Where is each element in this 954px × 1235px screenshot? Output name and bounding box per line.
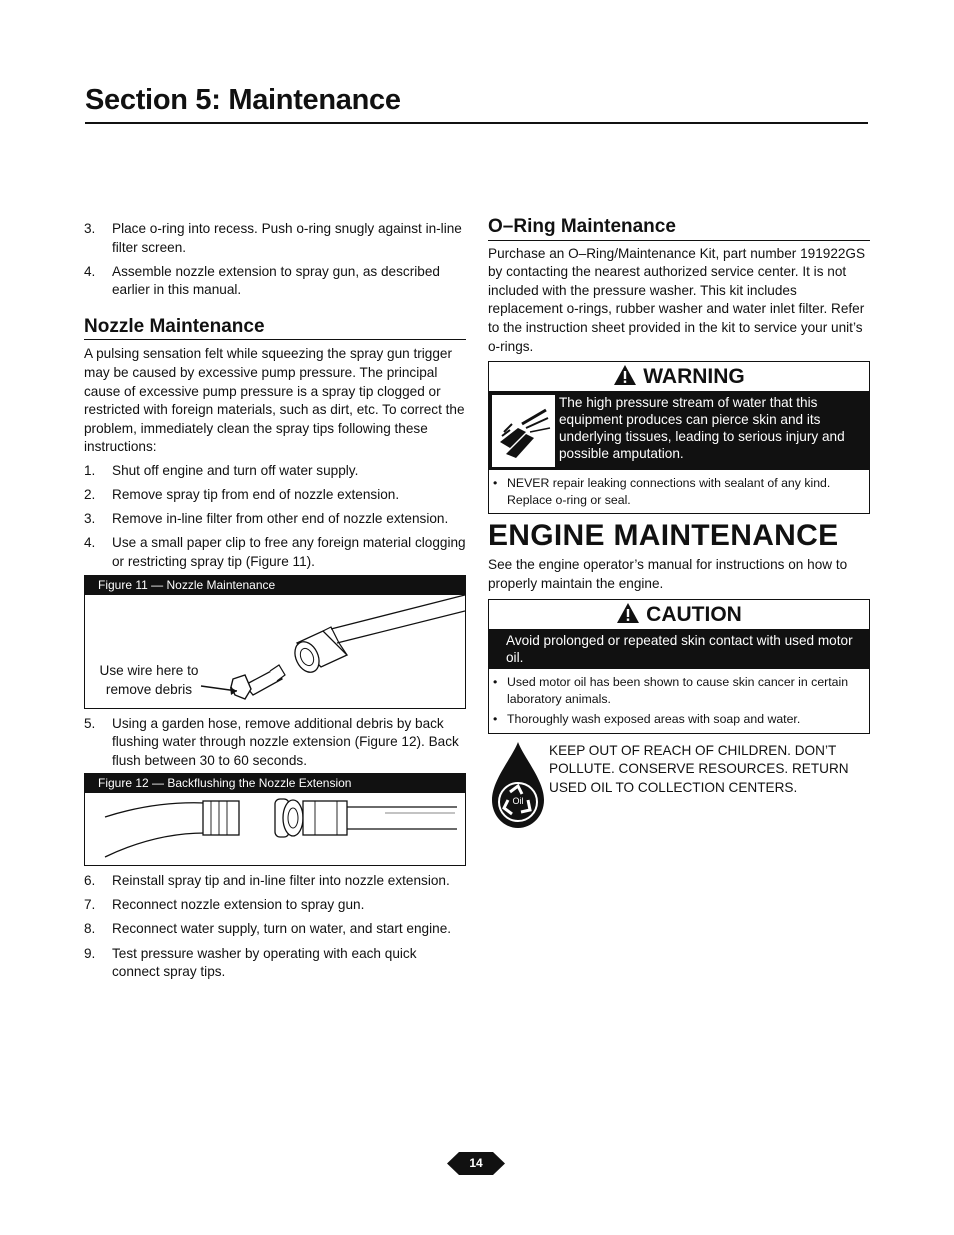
list-item <box>84 263 466 300</box>
oil-recycle-drop-icon <box>488 740 548 830</box>
bullet-dot: • <box>493 476 498 491</box>
step-number: 3. <box>84 221 96 236</box>
caution-header <box>489 600 869 630</box>
figure-11 <box>84 575 466 709</box>
header-rule <box>85 122 868 124</box>
engine-text: See the engine operator’s manual for instructions on how to properly maintain the engine. <box>488 557 848 591</box>
list-item <box>489 475 863 508</box>
high-pressure-injection-hazard-icon <box>492 395 555 467</box>
step-number: 2. <box>84 487 96 503</box>
bullet-text: Used motor oil has been shown to cause skin cancer in certain laboratory animals. <box>507 675 849 706</box>
engine-maintenance-heading: ENGINE MAINTENANCE <box>488 519 839 553</box>
step-text: Place o-ring into recess. Push o-ring snugly against in-line filter screen. <box>112 221 462 255</box>
list-item <box>489 711 863 728</box>
step-number: 5. <box>84 715 96 731</box>
alert-triangle-icon <box>613 364 637 386</box>
figure-11-label-line2: remove debris <box>105 681 193 697</box>
step-text: Remove in-line filter from other end of nozzle extension. <box>112 511 449 527</box>
step-number: 4. <box>84 535 96 551</box>
alert-triangle-icon <box>616 602 640 624</box>
warning-header <box>489 362 869 392</box>
step-text: Assemble nozzle extension to spray gun, as described earlier in this manual. <box>112 263 440 298</box>
list-item <box>84 872 466 891</box>
left-column <box>84 220 466 987</box>
warning-box <box>488 361 870 514</box>
caution-message: Avoid prolonged or repeated skin contact with used motor oil. <box>489 630 869 669</box>
caution-bullets <box>489 669 869 733</box>
o-ring-maintenance-heading: O–Ring Maintenance <box>488 218 870 241</box>
bullet-dot: • <box>493 712 498 727</box>
right-column <box>488 218 870 830</box>
step-number: 3. <box>84 511 96 527</box>
nozzle-step-5 <box>84 715 466 771</box>
step-text: Using a garden hose, remove additional debris by back flushing water through nozzle extension (Figure 12). Back flush between 30 to 60 seconds. <box>112 715 459 768</box>
steps-continued <box>84 220 466 300</box>
oil-notice-text: KEEP OUT OF REACH OF CHILDREN. DON’T POLLUTE. CONSERVE RESOURCES. RETURN USED OIL TO COLLECTION CENTERS. <box>549 742 849 796</box>
figure-11-label <box>91 661 207 699</box>
step-text: Use a small paper clip to free any foreign material clogging or restricting spray tip (Figure 11). <box>112 535 466 569</box>
step-number: 8. <box>84 921 96 937</box>
step-text: Reinstall spray tip and in-line filter into nozzle extension. <box>112 873 450 889</box>
list-item <box>84 486 466 505</box>
warning-message: The high pressure stream of water that this equipment produces can pierce skin and its underlying tissues, leading to serious injury and possible amputation. <box>559 395 845 462</box>
caution-label: CAUTION <box>646 603 742 627</box>
step-number: 4. <box>84 263 96 279</box>
figure-11-caption: Figure 11 — Nozzle Maintenance <box>85 576 465 595</box>
step-number: 1. <box>84 463 96 479</box>
list-item <box>84 896 466 915</box>
warning-message-row <box>489 392 869 470</box>
step-text: Shut off engine and turn off water supply. <box>112 463 359 479</box>
list-item <box>84 510 466 529</box>
caution-box <box>488 599 870 734</box>
list-item <box>84 220 466 257</box>
warning-bullets <box>489 470 869 513</box>
list-item <box>84 920 466 939</box>
nozzle-steps <box>84 462 466 571</box>
step-text: Reconnect water supply, turn on water, and start engine. <box>112 921 452 937</box>
nozzle-maintenance-heading: Nozzle Maintenance <box>84 318 466 341</box>
nozzle-steps-end <box>84 872 466 981</box>
figure-12-caption: Figure 12 — Backflushing the Nozzle Extension <box>85 774 465 793</box>
step-number: 9. <box>84 945 96 961</box>
page-number: 14 <box>469 1156 483 1170</box>
step-text: Reconnect nozzle extension to spray gun. <box>112 897 365 913</box>
warning-label: WARNING <box>643 365 745 389</box>
bullet-text: NEVER repair leaking connections with sealant of any kind. Replace o-ring or seal. <box>507 476 831 507</box>
oil-recycling-notice <box>488 740 870 830</box>
step-number: 7. <box>84 897 96 913</box>
figure-12 <box>84 773 466 866</box>
nozzle-intro: A pulsing sensation felt while squeezing the spray gun trigger may be caused by excessive pump pressure. The principal cause of excessive pump pressure is a spray tip clogged or restricted with foreign materials, such as dirt, etc. To correct the problem, immediately clean the spray tips following these instructions: <box>84 346 465 455</box>
page-title: Section 5: Maintenance <box>85 84 401 116</box>
figure-11-label-line1: Use wire here to <box>99 662 199 678</box>
oil-icon-label: Oil <box>512 795 524 806</box>
o-ring-text: Purchase an O–Ring/Maintenance Kit, part number 191922GS by contacting the nearest authorized service center. It is not included with the pressure washer. This kit includes replacement o-rings, rubber washer and water inlet filter. Refer to the instruction sheet provided in the kit to service your unit’s o-rings. <box>488 245 866 354</box>
list-item <box>84 462 466 481</box>
step-text: Test pressure washer by operating with each quick connect spray tips. <box>112 945 417 980</box>
list-item <box>489 674 863 707</box>
step-number: 6. <box>84 873 96 889</box>
list-item <box>84 534 466 571</box>
bullet-text: Thoroughly wash exposed areas with soap and water. <box>507 712 801 727</box>
bullet-dot: • <box>493 675 498 690</box>
step-text: Remove spray tip from end of nozzle extension. <box>112 487 400 503</box>
backflush-illustration <box>85 793 465 865</box>
list-item <box>84 715 466 771</box>
list-item <box>84 945 466 982</box>
